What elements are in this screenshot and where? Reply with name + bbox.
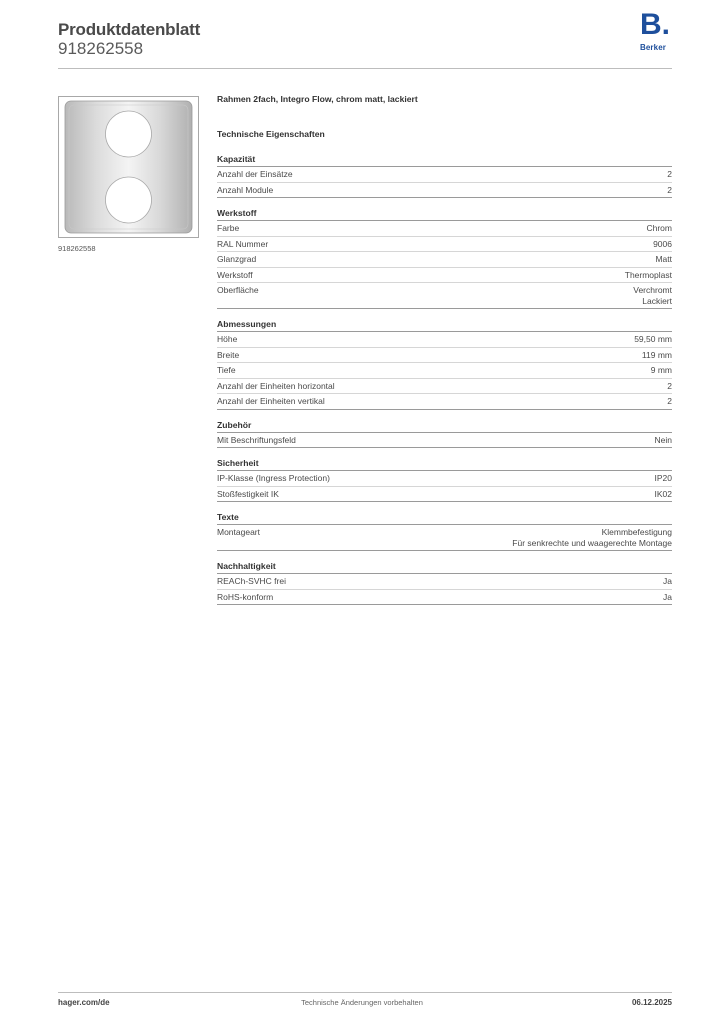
- property-row: [217, 574, 672, 590]
- property-value-line: Lackiert: [642, 295, 672, 306]
- property-value-line: Thermoplast: [624, 269, 672, 280]
- property-value-line: IP20: [654, 473, 672, 483]
- footer-divider: [58, 992, 672, 993]
- property-label: Stoßfestigkeit IK: [217, 488, 279, 499]
- section-heading: Texte: [217, 512, 672, 525]
- property-value-line: Chrom: [646, 223, 672, 233]
- property-row: [217, 590, 672, 606]
- property-value: [667, 396, 672, 407]
- property-value-line: Klemmbefestigung: [601, 527, 672, 537]
- property-value: [663, 576, 672, 587]
- property-row: [217, 268, 672, 284]
- image-caption: 918262558: [58, 244, 96, 253]
- double-frame-image: [59, 97, 198, 237]
- property-label: Werkstoff: [217, 269, 253, 280]
- property-row: [217, 379, 672, 395]
- property-row: [217, 363, 672, 379]
- property-value: [663, 592, 672, 603]
- header-divider: [58, 68, 672, 69]
- property-value-line: Ja: [663, 576, 672, 586]
- property-label: Montageart: [217, 527, 260, 537]
- property-value-line: 2: [667, 169, 672, 179]
- technical-properties-heading: Technische Eigenschaften: [217, 129, 325, 139]
- property-value: [633, 285, 672, 306]
- section-heading: Werkstoff: [217, 208, 672, 221]
- property-value: [655, 473, 673, 484]
- property-value-line: 119 mm: [641, 349, 672, 360]
- property-label: Farbe: [217, 223, 240, 233]
- property-row: [217, 471, 672, 487]
- property-value-line: 2: [667, 184, 672, 195]
- property-row: [217, 183, 672, 199]
- property-value: [625, 270, 672, 281]
- property-section: [217, 420, 672, 449]
- property-row: [217, 394, 672, 410]
- property-value: [667, 381, 672, 392]
- property-row: [217, 525, 672, 551]
- property-label: REACh-SVHC frei: [217, 576, 286, 586]
- logo-word: Berker: [640, 43, 666, 52]
- property-value: [512, 527, 672, 548]
- property-label: IP-Klasse (Ingress Protection): [217, 473, 330, 483]
- footer-website: hager.com/de: [58, 998, 110, 1007]
- property-row: [217, 221, 672, 237]
- property-section: [217, 458, 672, 502]
- property-label: Höhe: [217, 334, 238, 344]
- property-row: [217, 332, 672, 348]
- property-value: [655, 254, 672, 265]
- property-label: Breite: [217, 349, 240, 360]
- property-label: Tiefe: [217, 365, 236, 375]
- property-label: Mit Beschriftungsfeld: [217, 434, 296, 445]
- property-value-line: Verchromt: [633, 285, 672, 295]
- property-row: [217, 167, 672, 183]
- section-heading: Abmessungen: [217, 319, 672, 332]
- property-value: [655, 435, 672, 446]
- footer-date: 06.12.2025: [631, 998, 672, 1007]
- property-label: Anzahl Module: [217, 184, 274, 195]
- property-value-line: 2: [667, 396, 672, 406]
- property-row: [217, 487, 672, 503]
- page-title: Produktdatenblatt: [58, 20, 201, 39]
- property-section: [217, 512, 672, 551]
- property-value: [646, 223, 672, 234]
- property-label: Oberfläche: [217, 285, 259, 295]
- section-heading: Kapazität: [217, 154, 672, 167]
- logo-letter: B.: [640, 8, 670, 41]
- property-value-line: Für senkrechte und waagerechte Montage: [512, 537, 672, 548]
- property-row: [217, 433, 672, 449]
- property-row: [217, 283, 672, 309]
- property-value: [667, 185, 672, 196]
- property-label: Anzahl der Einheiten horizontal: [217, 380, 335, 391]
- property-section: [217, 154, 672, 198]
- property-value-line: IK02: [654, 488, 672, 499]
- article-number: 918262558: [58, 39, 144, 58]
- property-value-line: Nein: [654, 434, 672, 445]
- property-value-line: 59,50 mm: [634, 334, 672, 344]
- property-row: [217, 237, 672, 253]
- property-label: RoHS-konform: [217, 591, 274, 602]
- property-section: [217, 208, 672, 309]
- property-label: RAL Nummer: [217, 238, 269, 249]
- product-title: Rahmen 2fach, Integro Flow, chrom matt, lackiert: [217, 94, 418, 104]
- section-heading: Sicherheit: [217, 458, 672, 471]
- property-label: Anzahl der Einsätze: [217, 169, 293, 179]
- property-value-line: 2: [667, 380, 672, 391]
- property-row: [217, 252, 672, 268]
- product-image: [58, 96, 199, 238]
- property-section: [217, 319, 672, 410]
- property-value: [653, 239, 672, 250]
- property-value: [655, 489, 673, 500]
- property-value-line: 9006: [653, 238, 672, 249]
- property-value: [667, 169, 672, 180]
- property-label: Anzahl der Einheiten vertikal: [217, 396, 325, 406]
- property-value: [651, 365, 672, 376]
- property-sections: [217, 154, 672, 605]
- property-value: [642, 350, 672, 361]
- property-value-line: Matt: [655, 254, 672, 264]
- section-heading: Zubehör: [217, 420, 672, 433]
- section-heading: Nachhaltigkeit: [217, 561, 672, 574]
- datasheet-content: [217, 94, 672, 615]
- berker-logo: [640, 8, 676, 54]
- property-value-line: 9 mm: [650, 365, 672, 375]
- property-value: [634, 334, 672, 345]
- footer-notice: Technische Änderungen vorbehalten: [301, 998, 423, 1007]
- property-row: [217, 348, 672, 364]
- property-section: [217, 561, 672, 605]
- property-value-line: Ja: [663, 591, 672, 602]
- property-label: Glanzgrad: [217, 254, 257, 264]
